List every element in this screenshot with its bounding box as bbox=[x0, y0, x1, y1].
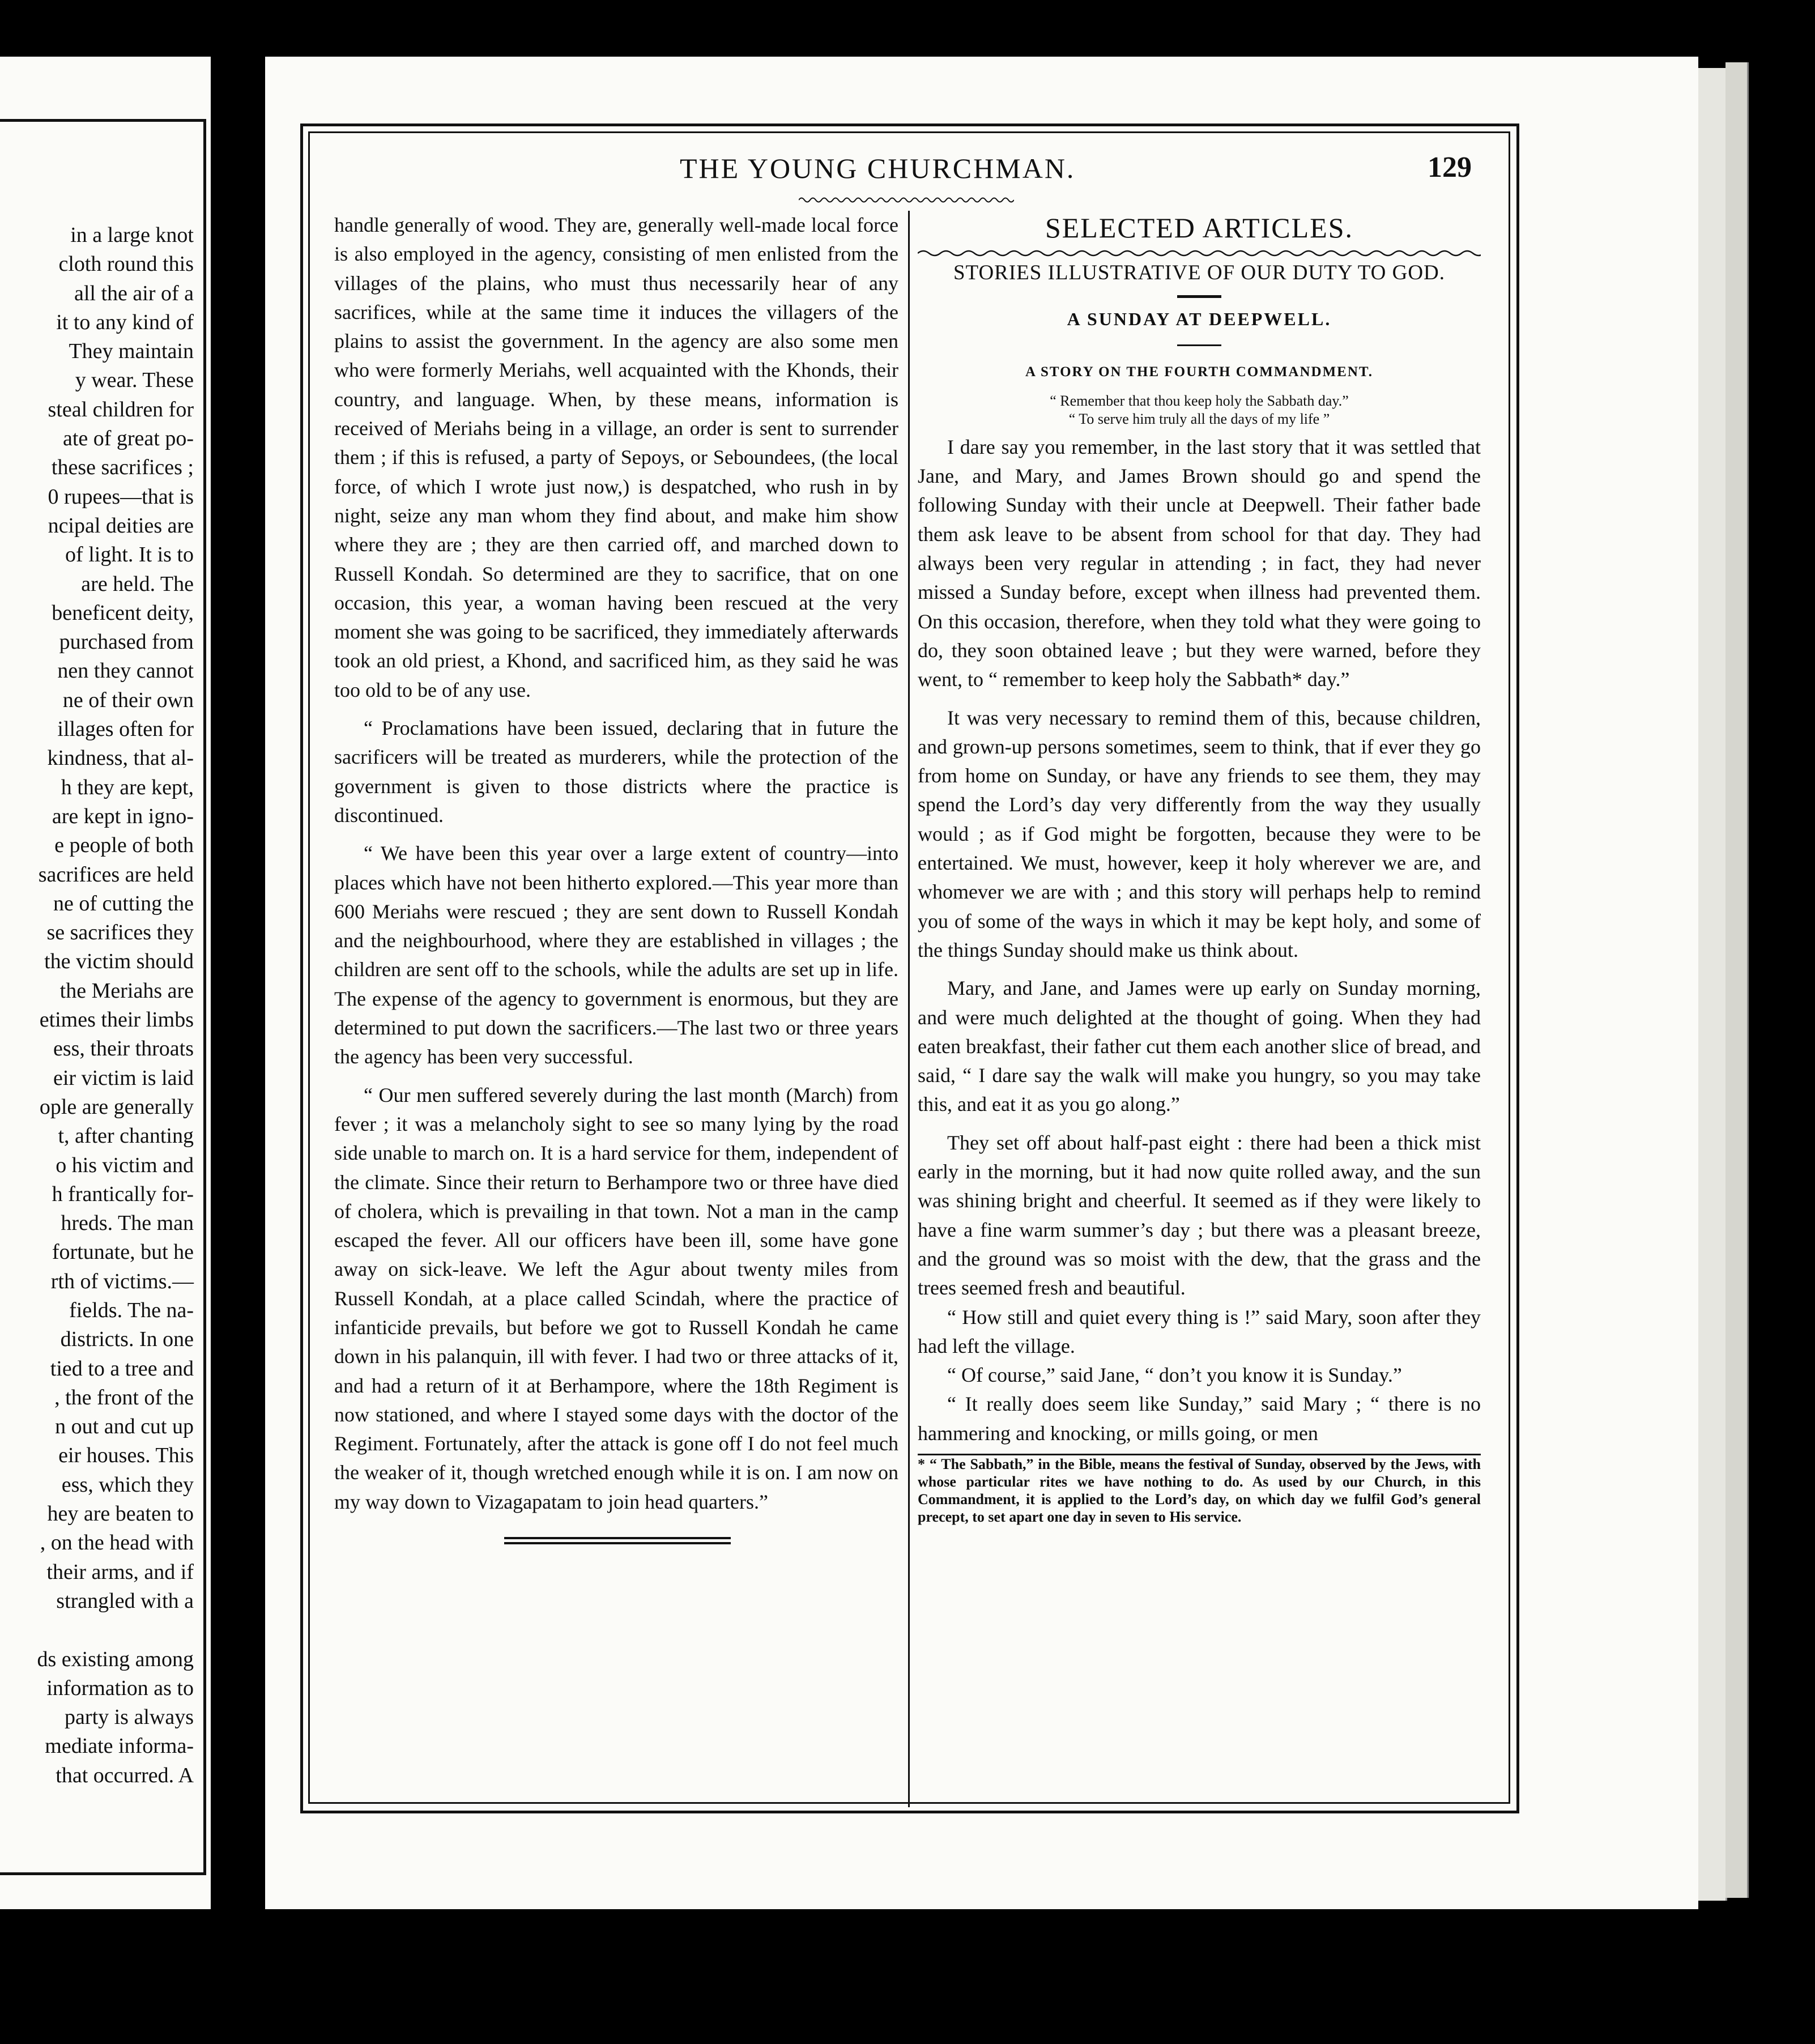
facing-page-line: party is always bbox=[65, 1705, 194, 1730]
facing-page-line: , the front of the bbox=[54, 1385, 194, 1409]
facing-page-line: cloth round this bbox=[58, 252, 194, 276]
header-ornament bbox=[799, 195, 1014, 205]
facing-page-line: rth of victims.— bbox=[50, 1269, 194, 1293]
epigraph-line: “ Remember that thou keep holy the Sabbath day.” bbox=[1050, 392, 1349, 409]
facing-page-line: nen they cannot bbox=[57, 659, 194, 683]
facing-page-line: ople are generally bbox=[39, 1095, 194, 1119]
paragraph: “ Of course,” said Jane, “ don’t you know it is Sunday.” bbox=[947, 1364, 1402, 1387]
paragraph: They set off about half-past eight : there had been a thick mist early in the morning, but it had now quite rolled away, and the sun was shining bright and cheerful. It seemed as if they were likely to have a fine warm summer’s day ; but there was a pleasant breeze, and the ground was so moist with the dew, that the grass and the trees seemed fresh and beautiful. bbox=[918, 1131, 1481, 1300]
story-title: A SUNDAY AT DEEPWELL. bbox=[1067, 309, 1332, 330]
facing-page-line: h they are kept, bbox=[61, 775, 194, 799]
column-divider bbox=[908, 211, 910, 1807]
page-edge-back bbox=[1725, 62, 1749, 1898]
section-title: SELECTED ARTICLES. bbox=[1045, 212, 1354, 244]
facing-page-line: these sacrifices ; bbox=[51, 455, 194, 480]
paragraph: “ We have been this year over a large extent of country—into places which have not been hitherto explored.—This year more than 600 Meriahs were rescued ; they are sent down to Russell Kondah and the neighbourhood, where they are established in villages ; the children are sent off to the schools, while the adults are set up in life. The expense of the agency to government is enormous, but they are determined to put down the sacrificers.—The last two or three years the agency has been very successful. bbox=[334, 842, 898, 1068]
facing-page-line: hreds. The man bbox=[61, 1211, 194, 1236]
facing-page-line: ne of their own bbox=[62, 688, 194, 712]
facing-page-line: steal children for bbox=[48, 397, 194, 421]
facing-page-line: 0 rupees—that is bbox=[48, 484, 194, 509]
facing-page-text bbox=[0, 221, 194, 1790]
facing-page-line: ess, which they bbox=[61, 1472, 194, 1497]
facing-page-line: strangled with a bbox=[56, 1589, 194, 1613]
facing-page-line: t, after chanting bbox=[58, 1124, 194, 1148]
series-title: STORIES ILLUSTRATIVE OF OUR DUTY TO GOD. bbox=[953, 261, 1446, 284]
facing-page-line: sacrifices are held bbox=[38, 862, 194, 887]
facing-page-line: ne of cutting the bbox=[53, 891, 194, 915]
facing-page-line: tied to a tree and bbox=[50, 1356, 194, 1381]
paragraph: I dare say you remember, in the last story that it was settled that Jane, and Mary, and James Brown should go and spend the following Sunday with their uncle at Deepwell. Their father bade them ask leave to be absent from school for that day. They had always been very regular in attending ; in fact, they had never missed a Sunday before, except when illness had prevented them. On this occasion, therefore, when they told what they were going to do, they soon obtained leave ; but they were warned, before they went, to “ remember to keep holy the Sabbath* day.” bbox=[918, 435, 1481, 691]
facing-page-line: kindness, that al- bbox=[47, 746, 194, 770]
facing-page-line: e people of both bbox=[54, 833, 194, 858]
facing-page-line: fortunate, but he bbox=[52, 1240, 194, 1264]
paragraph: “ How still and quiet every thing is !” said Mary, soon after they had left the village. bbox=[918, 1305, 1481, 1357]
facing-page-line: beneficent deity, bbox=[52, 601, 194, 625]
page-edge bbox=[1698, 68, 1727, 1901]
facing-page-line: mediate informa- bbox=[45, 1734, 194, 1758]
facing-page-line: are held. The bbox=[81, 572, 194, 596]
facing-page-line: etimes their limbs bbox=[39, 1008, 194, 1032]
running-title: THE YOUNG CHURCHMAN. bbox=[680, 152, 1076, 184]
facing-page-line: of light. It is to bbox=[65, 543, 194, 567]
facing-page-line: districts. In one bbox=[60, 1327, 194, 1352]
facing-page-fragment bbox=[0, 57, 211, 1909]
facing-page-line: the victim should bbox=[44, 949, 194, 974]
end-rule bbox=[504, 1537, 731, 1544]
facing-page-line: purchased from bbox=[59, 630, 194, 654]
paragraph: Mary, and Jane, and James were up early on Sunday morning, and were much delighted at the thought of going. When they had eaten breakfast, their father cut them each another slice of bread, and said, “ I dare say the walk will make you hungry, so you may take this, and eat it as you go along.” bbox=[918, 977, 1481, 1116]
facing-page-line: are kept in igno- bbox=[52, 804, 194, 828]
paragraph: “ Proclamations have been issued, declaring that in future the sacrificers will be treated as murderers, while the protection of the government is given to those districts where the practice is discontinued. bbox=[334, 717, 898, 827]
facing-page-line: n out and cut up bbox=[55, 1415, 194, 1439]
facing-page-line: information as to bbox=[46, 1676, 194, 1700]
facing-page-line: all the air of a bbox=[74, 281, 194, 305]
facing-page-line bbox=[0, 1616, 194, 1645]
story-subtitle: A STORY ON THE FOURTH COMMANDMENT. bbox=[1025, 364, 1373, 380]
page-number: 129 bbox=[1428, 151, 1472, 184]
epigraph-line: “ To serve him truly all the days of my life ” bbox=[1068, 410, 1330, 427]
paragraph: “ Our men suffered severely during the last month (March) from fever ; it was a melancholy sight to see so many lying by the road side unable to march on. It is a hard service for them, independent of the climate. Since their return to Berhampore two or three have died of cholera, which is prevailing in that town. Not a man in the camp escaped the fever. All our officers have been ill, some have gone away on sick-leave. We left the Agur about twenty miles from Russell Kondah, at a place called Scindah, where the practice of infanticide prevails, but before we got to Russell Kondah he came down in his palanquin, ill with fever. I had two or three attacks of it, and had a return of it at Berhampore, where the 18th Regiment is now stationed, and where I stayed some days with the doctor of the Regiment. Fortunately, after the attack is gone off I do not feel much the weaker of it, though wretched enough while it is on. I am now on my way down to Vizagapatam to join head quarters.” bbox=[334, 1083, 898, 1513]
facing-page-line: in a large knot bbox=[70, 223, 194, 247]
facing-page-line: ds existing among bbox=[37, 1647, 194, 1671]
facing-page-line: illages often for bbox=[57, 717, 194, 742]
facing-page-line: eir victim is laid bbox=[53, 1066, 194, 1090]
facing-page-line: the Meriahs are bbox=[59, 978, 194, 1003]
facing-page-line: hey are beaten to bbox=[47, 1502, 194, 1526]
facing-page-line: it to any kind of bbox=[56, 310, 194, 334]
epigraph bbox=[918, 392, 1481, 428]
facing-page-line: their arms, and if bbox=[46, 1560, 194, 1584]
right-column bbox=[918, 211, 1481, 1526]
footnote: * “ The Sabbath,” in the Bible, means the festival of Sunday, observed by the Jews, with whose particular rites we have nothing to do. As used by our Church, in this Commandment, it is applied to the Lord’s day, on which day we fulfil God’s general precept, to set apart one day in seven to His service. bbox=[918, 1455, 1481, 1525]
facing-page-line: se sacrifices they bbox=[46, 921, 194, 945]
facing-page-line: eir houses. This bbox=[58, 1443, 194, 1468]
facing-page-line: ncipal deities are bbox=[48, 513, 194, 538]
facing-page-line: that occurred. A bbox=[56, 1763, 194, 1787]
subtitle-rule bbox=[1177, 344, 1221, 346]
left-column bbox=[334, 211, 898, 1547]
facing-page-line: o his victim and bbox=[56, 1153, 194, 1177]
facing-page-line: fields. The na- bbox=[69, 1298, 194, 1322]
facing-page-line: y wear. These bbox=[75, 368, 194, 393]
facing-page-line: h frantically for- bbox=[52, 1182, 194, 1206]
paragraph: handle generally of wood. They are, generally well-made local force is also employed in the agency, consisting of men enlisted from the villages of the plains, who must thus necessarily hear of any sacrifices, while at the same time it induces the villagers of the plains to assist the government. In the agency are also some men who were formerly Meriahs, well acquainted with the Khonds, their country, and language. When, by these means, information is received of Meriahs being in a village, an order is sent to surrender them ; if this is refused, a party of Sepoys, or Seboundees, (the local force, of which I wrote just now,) is despatched, who rush in by night, seize any man whom they find about, and make him show where they are ; they are then carried off, and marched down to Russell Kondah. So determined are they to sacrifice, that on one occasion, this year, a woman having been rescued at the very moment she was going to be sacrificed, they immediately afterwards took an old priest, a Khond, and sacrificed him, as they said he was too old to be of any use. bbox=[334, 214, 898, 701]
facing-page-line: ate of great po- bbox=[62, 427, 194, 451]
facing-page-line: ess, their throats bbox=[53, 1037, 194, 1061]
title-rule bbox=[1177, 295, 1221, 298]
paragraph: It was very necessary to remind them of this, because children, and grown-up persons sometimes, seem to think, that if ever they go from home on Sunday, or have any friends to see them, they may spend the Lord’s day very differently from the way they usually would ; as if God might be forgotten, because they were to be entertained. We must, however, keep it holy wherever we are, and whomever we are with ; and this story will perhaps help to remind you of some of the ways in which it may be kept holy, and some of the things Sunday should make us think about. bbox=[918, 706, 1481, 961]
section-ornament bbox=[918, 248, 1481, 258]
facing-page-line: , on the head with bbox=[40, 1531, 194, 1555]
paragraph: “ It really does seem like Sunday,” said Mary ; “ there is no hammering and knocking, or mills going, or men bbox=[918, 1393, 1481, 1445]
facing-page-line: They maintain bbox=[69, 339, 194, 364]
